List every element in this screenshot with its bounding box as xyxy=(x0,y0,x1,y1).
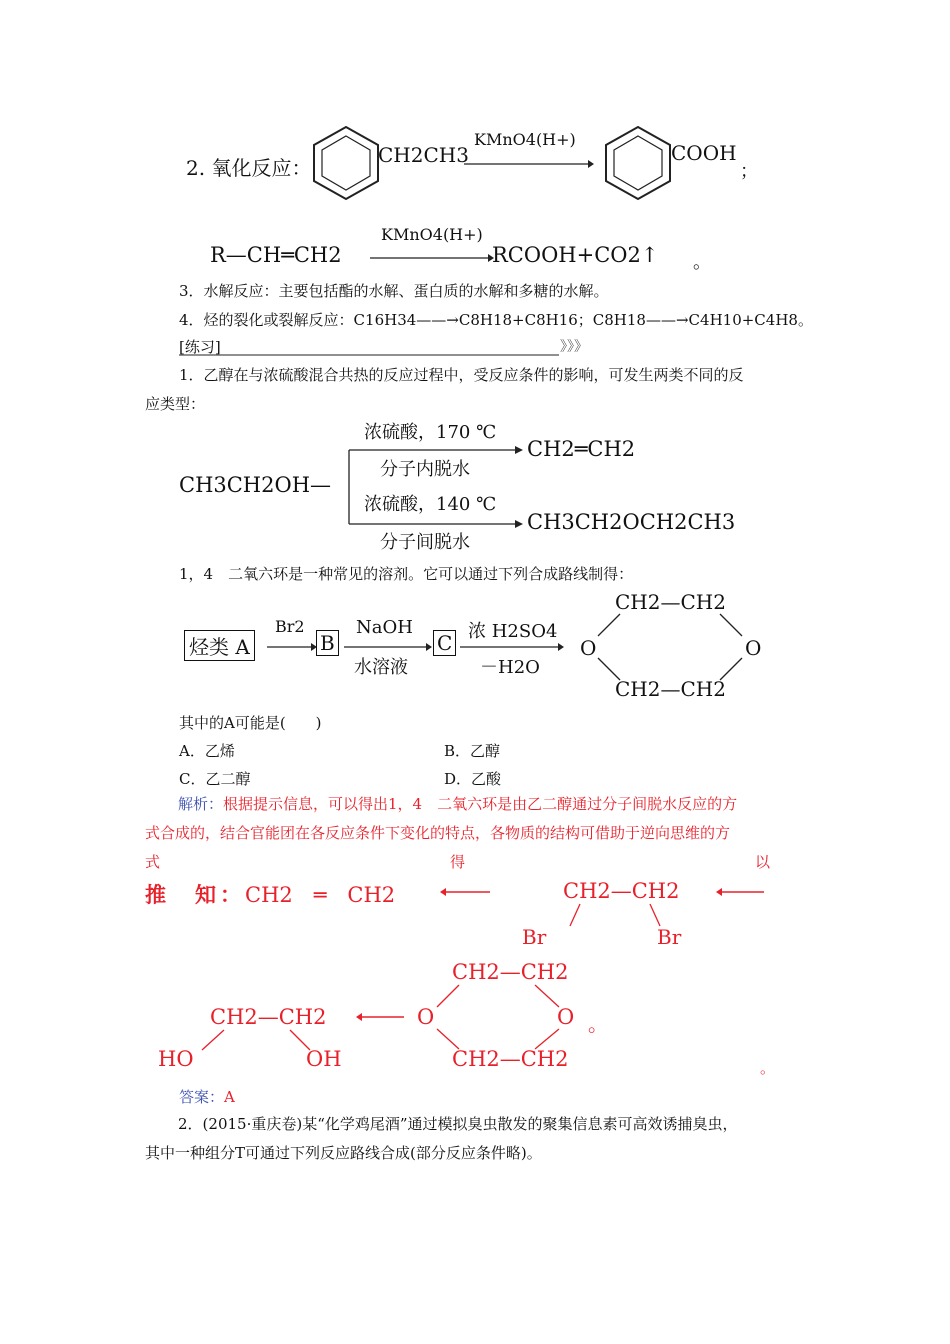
practice-label: [练习] xyxy=(179,338,221,356)
hydroxyl-left: HO xyxy=(158,1047,194,1071)
lower-reagent: 浓硫酸，140 ℃ xyxy=(364,494,497,515)
question-1-line-1: 1．乙醇在与浓硫酸混合共热的反应过程中，受反应条件的影响，可发生两类不同的反 xyxy=(179,366,744,384)
aqueous-condition: 水溶液 xyxy=(354,657,408,678)
practice-underline xyxy=(179,354,559,357)
question-2-line-2: 其中一种组分T可通过下列反应路线合成(部分反应条件略)。 xyxy=(145,1144,542,1162)
reaction-arrow-2 xyxy=(370,253,494,263)
dioxane-oxygen-right: O xyxy=(745,636,762,660)
carboxyl-group: COOH xyxy=(671,141,737,165)
option-c: C．乙二醇 xyxy=(179,770,251,788)
reaction-arrow-1 xyxy=(464,159,594,169)
dioxane-intro: 1，4 二氧六环是一种常见的溶剂。它可以通过下列合成路线制得： xyxy=(179,565,634,583)
route-arrow-3 xyxy=(460,642,564,652)
route-arrow-2 xyxy=(344,642,432,652)
separator: ； xyxy=(740,161,758,182)
analysis-text-2: 式合成的，结合官能团在各反应条件下变化的特点，各物质的结构可借助于逆向思维的方 xyxy=(145,824,731,842)
br2-reagent: Br2 xyxy=(275,617,305,636)
ethene-structure: CH2 ═ CH2 xyxy=(245,883,396,907)
question-1-line-2: 应类型： xyxy=(145,395,206,413)
ethene-product: CH2═CH2 xyxy=(527,437,636,461)
dioxane-bonds xyxy=(590,612,750,682)
hydrolysis-line: 3．水解反应：主要包括酯的水解、蛋白质的水解和多糖的水解。 xyxy=(179,282,609,300)
compound-b-box: B xyxy=(316,630,339,656)
kmno4-reagent-1: KMnO4(H+) xyxy=(474,130,576,149)
option-b: B．乙醇 xyxy=(444,742,501,760)
dioxane-top: CH2—CH2 xyxy=(615,590,726,614)
left-arrow-1 xyxy=(440,887,490,897)
ring-oxygen-left-red: O xyxy=(417,1005,435,1029)
practice-marks: 》》》 xyxy=(560,339,588,355)
cracking-line: 4．烃的裂化或裂解反应：C16H34——→C8H18+C8H16；C8H18——→C4H10+C4H8。 xyxy=(179,311,813,329)
option-d: D．乙酸 xyxy=(444,770,502,788)
left-arrow-3 xyxy=(356,1012,404,1022)
answer-label: 答案： xyxy=(179,1088,225,1106)
ethyl-substituent: CH2CH3 xyxy=(378,143,469,167)
route-arrow-1 xyxy=(267,642,317,652)
option-a: A．乙烯 xyxy=(179,742,235,760)
alkene-reactant: R—CH═CH2 xyxy=(210,243,342,267)
dioxane-bottom: CH2—CH2 xyxy=(615,677,726,701)
ring-bottom-red: CH2—CH2 xyxy=(452,1047,569,1071)
hydroxyl-right: OH xyxy=(306,1047,342,1071)
benzene-ring-icon xyxy=(308,125,384,201)
left-arrow-2 xyxy=(716,887,764,897)
bromine-right: Br xyxy=(657,925,682,949)
analysis-label: 解析： xyxy=(178,795,224,813)
question-2-line-1: 2．(2015·重庆卷)某“化学鸡尾酒”通过模拟臭虫散发的聚集信息素可高效诱捕臭虫， xyxy=(178,1115,738,1133)
dioxane-oxygen-left: O xyxy=(580,636,597,660)
ethanol-formula: CH3CH2OH— xyxy=(179,473,332,497)
period: 。 xyxy=(693,252,711,273)
upper-condition: 分子内脱水 xyxy=(380,459,470,480)
ring-top-red: CH2—CH2 xyxy=(452,960,569,984)
alkene-products: RCOOH+CO2↑ xyxy=(492,243,659,267)
glycol-top: CH2—CH2 xyxy=(210,1005,327,1029)
infer-label: 推 知： xyxy=(145,882,245,907)
answer-value: A xyxy=(224,1088,235,1106)
ring-oxygen-right-red: O xyxy=(557,1005,575,1029)
upper-reagent: 浓硫酸，170 ℃ xyxy=(364,422,497,443)
dehydration-condition: －H2O xyxy=(480,657,540,678)
naoh-reagent: NaOH xyxy=(356,617,413,638)
kmno4-reagent-2: KMnO4(H+) xyxy=(381,225,483,244)
ring-bonds-red xyxy=(425,983,575,1053)
h2so4-reagent: 浓 H2SO4 xyxy=(468,621,558,642)
period-red-1: 。 xyxy=(588,1012,608,1036)
lower-condition: 分子间脱水 xyxy=(380,532,470,553)
diethyl-ether-product: CH3CH2OCH2CH3 xyxy=(527,510,736,534)
bromine-left: Br xyxy=(522,925,547,949)
compound-c-box: C xyxy=(433,630,456,656)
benzene-ring-icon xyxy=(600,125,676,201)
analysis-text-3: 式 得 以 xyxy=(145,853,770,871)
oxidation-heading: 2. 氧化反应： xyxy=(186,156,312,180)
question-stem: 其中的A可能是( ) xyxy=(179,714,322,732)
analysis-text-1: 根据提示信息，可以得出1，4 二氧六环是由乙二醇通过分子间脱水反应的方 xyxy=(223,795,738,813)
dibromoethane-top: CH2—CH2 xyxy=(563,879,680,903)
analysis-paragraph xyxy=(145,790,770,877)
answer-line xyxy=(179,1086,235,1107)
period-red-2: 。 xyxy=(760,1059,776,1077)
question-2 xyxy=(145,1110,770,1168)
hydrocarbon-a-box: 烃类 A xyxy=(184,630,255,661)
